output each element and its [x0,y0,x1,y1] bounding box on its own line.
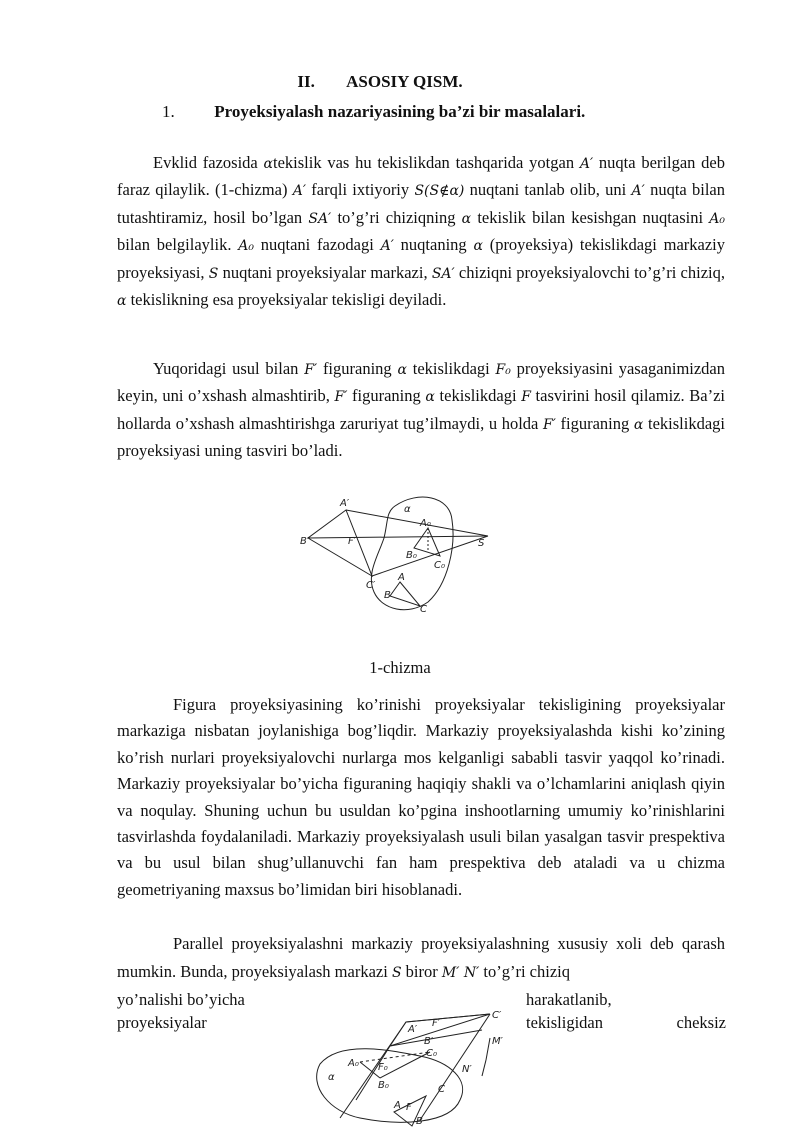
label-B-prime: B′ [300,536,310,547]
triangle-A-B-C-prime [308,510,372,576]
label-C-prime: C′ [492,1010,502,1021]
paragraph-4-line2-left: yo’nalishi bo’yicha [117,990,245,1009]
label-A0: A₀ [348,1058,359,1069]
label-A-prime: A′ [340,498,350,509]
label-A0: A₀ [420,518,431,529]
label-F-prime: F′ [348,536,357,547]
label-F-prime: F′ [432,1018,441,1029]
paragraph-3: Figura proyeksiyasining ko’rinishi proyeksiyalar tekisligining proyeksiyalar markaziga nisbatan joylanishiga bog’liqdir. Markaziy proyeksiyalashda kishi ko’zining ko’rish nurlari proyeksiyalovchi nurlarga mos kelganligi sababli tasvir yaqqol ko’rinadi. Markaziy proyeksiyalar bo’yicha figuraning haqiqiy shakli va o’lchamlarini aniqlash qiyin va noqulay. Shuning uchun bu usuldan ko’pgina inshootlarning umumiy ko’rinishlarini tasvirlashda foydalaniladi. Markaziy proyeksiyalash usuli bilan yasalgan tasvir prespektiva va bu usul bilan shug’ullanuvchi fan ham prespektiva deb ataladi va u chizma geometriyaning maxsus bo’limidan biri hisoblanadi. [117,695,725,899]
label-B: B [384,590,391,601]
subsection-number: 1. [162,102,175,121]
triangle-A0-B0-C0 [414,528,440,556]
paragraph-4-line3-right: tekisligidan cheksiz [526,1013,726,1032]
subsection-heading [162,102,585,122]
paragraph-4-line2-right: harakatlanib, [526,990,612,1009]
label-alpha: α [404,504,411,515]
label-C: C [420,604,427,615]
section-heading [0,72,760,92]
line-A-S [346,510,488,536]
label-S: S [478,538,485,549]
label-C0: C₀ [426,1048,437,1059]
paragraph-4: Parallel proyeksiyalashni markaziy proyeksiyalashning xususiy xoli deb qarash mumkin. Bunda, proyeksiyalash markazi S biror M′ N′ to’g’ri chiziq [117,934,725,981]
label-B0: B₀ [378,1080,389,1091]
section-number: II. [297,72,315,91]
label-B: B [416,1116,423,1127]
label-alpha: α [328,1072,335,1083]
label-M-prime: M′ [492,1036,503,1047]
label-F: F [406,1102,412,1113]
section-title: ASOSIY QISM. [346,72,463,91]
line-C-S [372,536,488,576]
paragraph-4-line3-left: proyeksiyalar [117,1013,207,1032]
subsection-title: Proyeksiyalash nazariyasining ba’zi bir masalalari. [214,102,586,121]
label-A-prime: A′ [408,1024,418,1035]
label-C0: C₀ [434,560,445,571]
figure-2-diagram [300,1000,524,1131]
paragraph-2: Yuqoridagi usul bilan F′ figuraning α tekislikdagi F₀ proyeksiyasini yasaganimizdan keyin, uni o’xshash almashtirib, F′ figuraning α tekislikdagi F tasvirini hosil qilamiz. Ba’zi hollarda o’xshash almashtirishga zaruriyat tug’ilmaydi, u holda F′ figuraning α tekislikdagi proyeksiyasi uning tasviri bo’ladi. [117,359,726,461]
triangle-A-B-C [390,582,420,606]
label-C: C [438,1084,445,1095]
label-N-prime: N′ [462,1064,472,1075]
figure-1-diagram [300,492,500,616]
paragraph-1: Evklid fazosida αtekislik vas hu tekislikdan tashqarida yotgan A′ nuqta berilgan deb faraz qilaylik. (1-chizma) A′ farqli ixtiyoriy S(S∉α) nuqtani tanlab olib, uni A′ nuqta bilan tutashtiramiz, hosil bo’lgan SA′ to’g’ri chiziqning α tekislik bilan kesishgan nuqtasini A₀ bilan belgilaylik. A₀ nuqtani fazodagi A′ nuqtaning α (proyeksiya) tekislikdagi markaziy proyeksiyasi, S nuqtani proyeksiyalar markazi, SA′ chiziqni proyeksiyalovchi to’g’ri chiziq, α tekislikning esa proyeksiyalar tekisligi deyiladi. [117,153,726,310]
label-B0: B₀ [406,550,417,561]
label-A: A [398,572,405,583]
label-A: A [394,1100,401,1111]
figure-1-caption: 1-chizma [369,658,431,677]
label-F0: F₀ [378,1062,388,1073]
line-B-S [308,536,488,538]
label-B-prime: B′ [424,1036,434,1047]
label-C-prime: C′ [366,580,376,591]
